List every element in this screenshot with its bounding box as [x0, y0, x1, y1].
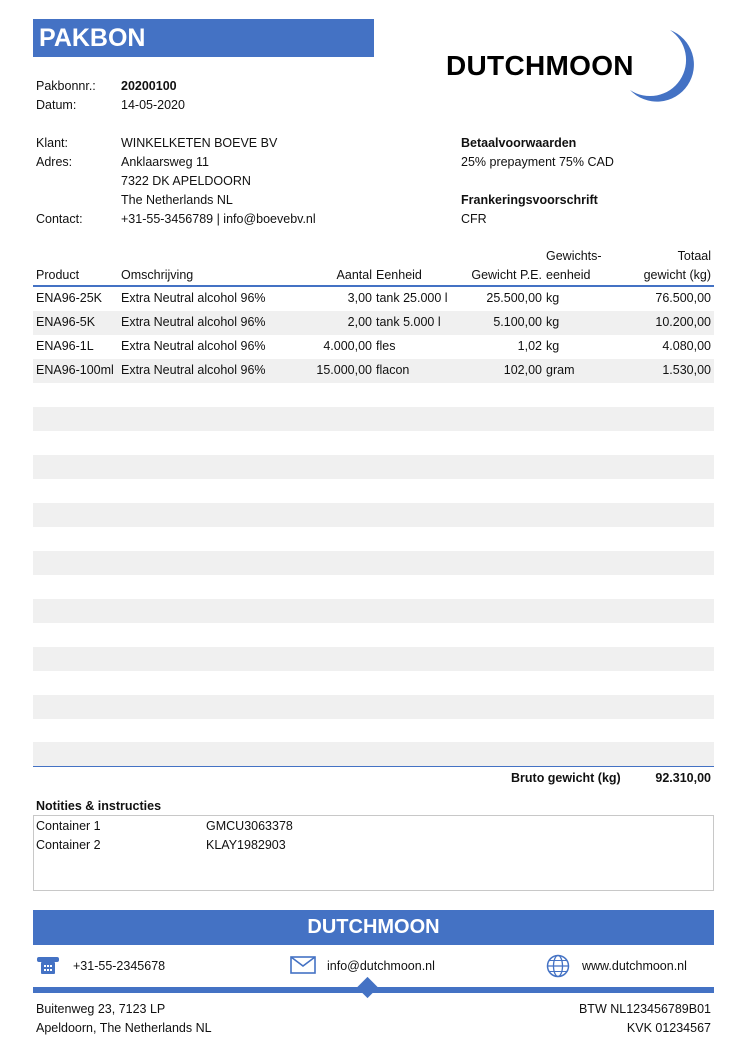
cell-weight-pe: 102,00 [503, 363, 542, 377]
phone-icon [36, 955, 60, 975]
gross-weight-value: 92.310,00 [655, 771, 711, 785]
payment-terms-value: 25% prepayment 75% CAD [461, 155, 614, 169]
empty-row [33, 695, 714, 719]
empty-row [33, 503, 714, 527]
cell-product: ENA96-5K [36, 315, 96, 329]
address-label: Adres: [36, 155, 73, 169]
document-title: PAKBON [33, 19, 374, 57]
empty-row [33, 551, 714, 575]
payment-terms-label: Betaalvoorwaarden [461, 136, 577, 150]
cell-total: 76.500,00 [655, 291, 711, 305]
brand-logo-text: DUTCHMOON [446, 50, 634, 81]
cell-total: 1.530,00 [662, 363, 711, 377]
cell-product: ENA96-100ml [36, 363, 114, 377]
empty-row [33, 407, 714, 431]
contact-value: +31-55-3456789 | info@boevebv.nl [121, 212, 316, 226]
globe-icon [546, 954, 570, 978]
client-name: WINKELKETEN BOEVE BV [121, 136, 278, 150]
footer-website: www.dutchmoon.nl [582, 959, 687, 973]
note-label: Container 2 [36, 838, 101, 852]
footer-address-line-2: Apeldoorn, The Netherlands NL [36, 1021, 212, 1035]
cell-quantity: 3,00 [347, 291, 372, 305]
cell-quantity: 4.000,00 [323, 339, 372, 353]
empty-row [33, 742, 714, 766]
col-header-weight-pe: Gewicht P.E. [471, 268, 542, 282]
col-header-total-line2: gewicht (kg) [643, 268, 711, 282]
cell-weight-unit: gram [546, 363, 575, 377]
col-header-quantity: Aantal [336, 268, 372, 282]
notes-title: Notities & instructies [36, 799, 162, 813]
footer-address-line-1: Buitenweg 23, 7123 LP [36, 1002, 166, 1016]
cell-product: ENA96-1L [36, 339, 94, 353]
cell-weight-unit: kg [546, 339, 560, 353]
footer-brand-bar: DUTCHMOON [33, 910, 714, 945]
footer-email: info@dutchmoon.nl [327, 959, 435, 973]
cell-weight-pe: 5.100,00 [493, 315, 542, 329]
cell-description: Extra Neutral alcohol 96% [121, 315, 266, 329]
table-row [33, 335, 714, 359]
cell-weight-pe: 1,02 [517, 339, 542, 353]
notes-box [33, 815, 714, 891]
note-value: GMCU3063378 [206, 819, 293, 833]
col-header-weight-unit-line1: Gewichts- [546, 249, 602, 263]
moon-logo-icon [628, 28, 698, 107]
cell-description: Extra Neutral alcohol 96% [121, 363, 266, 377]
cell-product: ENA96-25K [36, 291, 103, 305]
cell-total: 4.080,00 [662, 339, 711, 353]
col-header-total-line1: Totaal [677, 249, 711, 263]
cell-unit: fles [376, 339, 396, 353]
cell-weight-unit: kg [546, 315, 560, 329]
table-row [33, 287, 714, 311]
address-line-2: 7322 DK APELDOORN [121, 174, 251, 188]
order-date: 14-05-2020 [121, 98, 185, 112]
table-row [33, 311, 714, 335]
cell-total: 10.200,00 [655, 315, 711, 329]
col-header-weight-unit-line2: eenheid [546, 268, 591, 282]
empty-row [33, 599, 714, 623]
note-value: KLAY1982903 [206, 838, 286, 852]
cell-quantity: 2,00 [347, 315, 372, 329]
table-bottom-rule [33, 766, 714, 767]
col-header-product: Product [36, 268, 80, 282]
address-line-3: The Netherlands NL [121, 193, 233, 207]
gross-weight-label: Bruto gewicht (kg) [511, 771, 621, 785]
table-row [33, 359, 714, 383]
empty-row [33, 455, 714, 479]
shipping-terms-label: Frankeringsvoorschrift [461, 193, 598, 207]
empty-row [33, 647, 714, 671]
order-number-label: Pakbonnr.: [36, 79, 96, 93]
note-label: Container 1 [36, 819, 101, 833]
cell-weight-unit: kg [546, 291, 560, 305]
address-line-1: Anklaarsweg 11 [121, 155, 210, 169]
mail-icon [290, 956, 316, 974]
date-label: Datum: [36, 98, 77, 112]
cell-description: Extra Neutral alcohol 96% [121, 291, 266, 305]
client-label: Klant: [36, 136, 68, 150]
footer-vat-number: BTW NL123456789B01 [578, 1002, 711, 1016]
footer-diamond-ornament [357, 977, 378, 998]
cell-unit: flacon [376, 363, 410, 377]
shipping-terms-value: CFR [461, 212, 487, 226]
footer-phone: +31-55-2345678 [73, 959, 166, 973]
contact-label: Contact: [36, 212, 83, 226]
cell-unit: tank 5.000 l [376, 315, 441, 329]
cell-weight-pe: 25.500,00 [486, 291, 542, 305]
cell-unit: tank 25.000 l [376, 291, 448, 305]
col-header-unit: Eenheid [376, 268, 422, 282]
order-number: 20200100 [121, 79, 177, 93]
cell-quantity: 15.000,00 [316, 363, 372, 377]
footer-coc-number: KVK 01234567 [626, 1021, 711, 1035]
col-header-description: Omschrijving [121, 268, 194, 282]
cell-description: Extra Neutral alcohol 96% [121, 339, 266, 353]
